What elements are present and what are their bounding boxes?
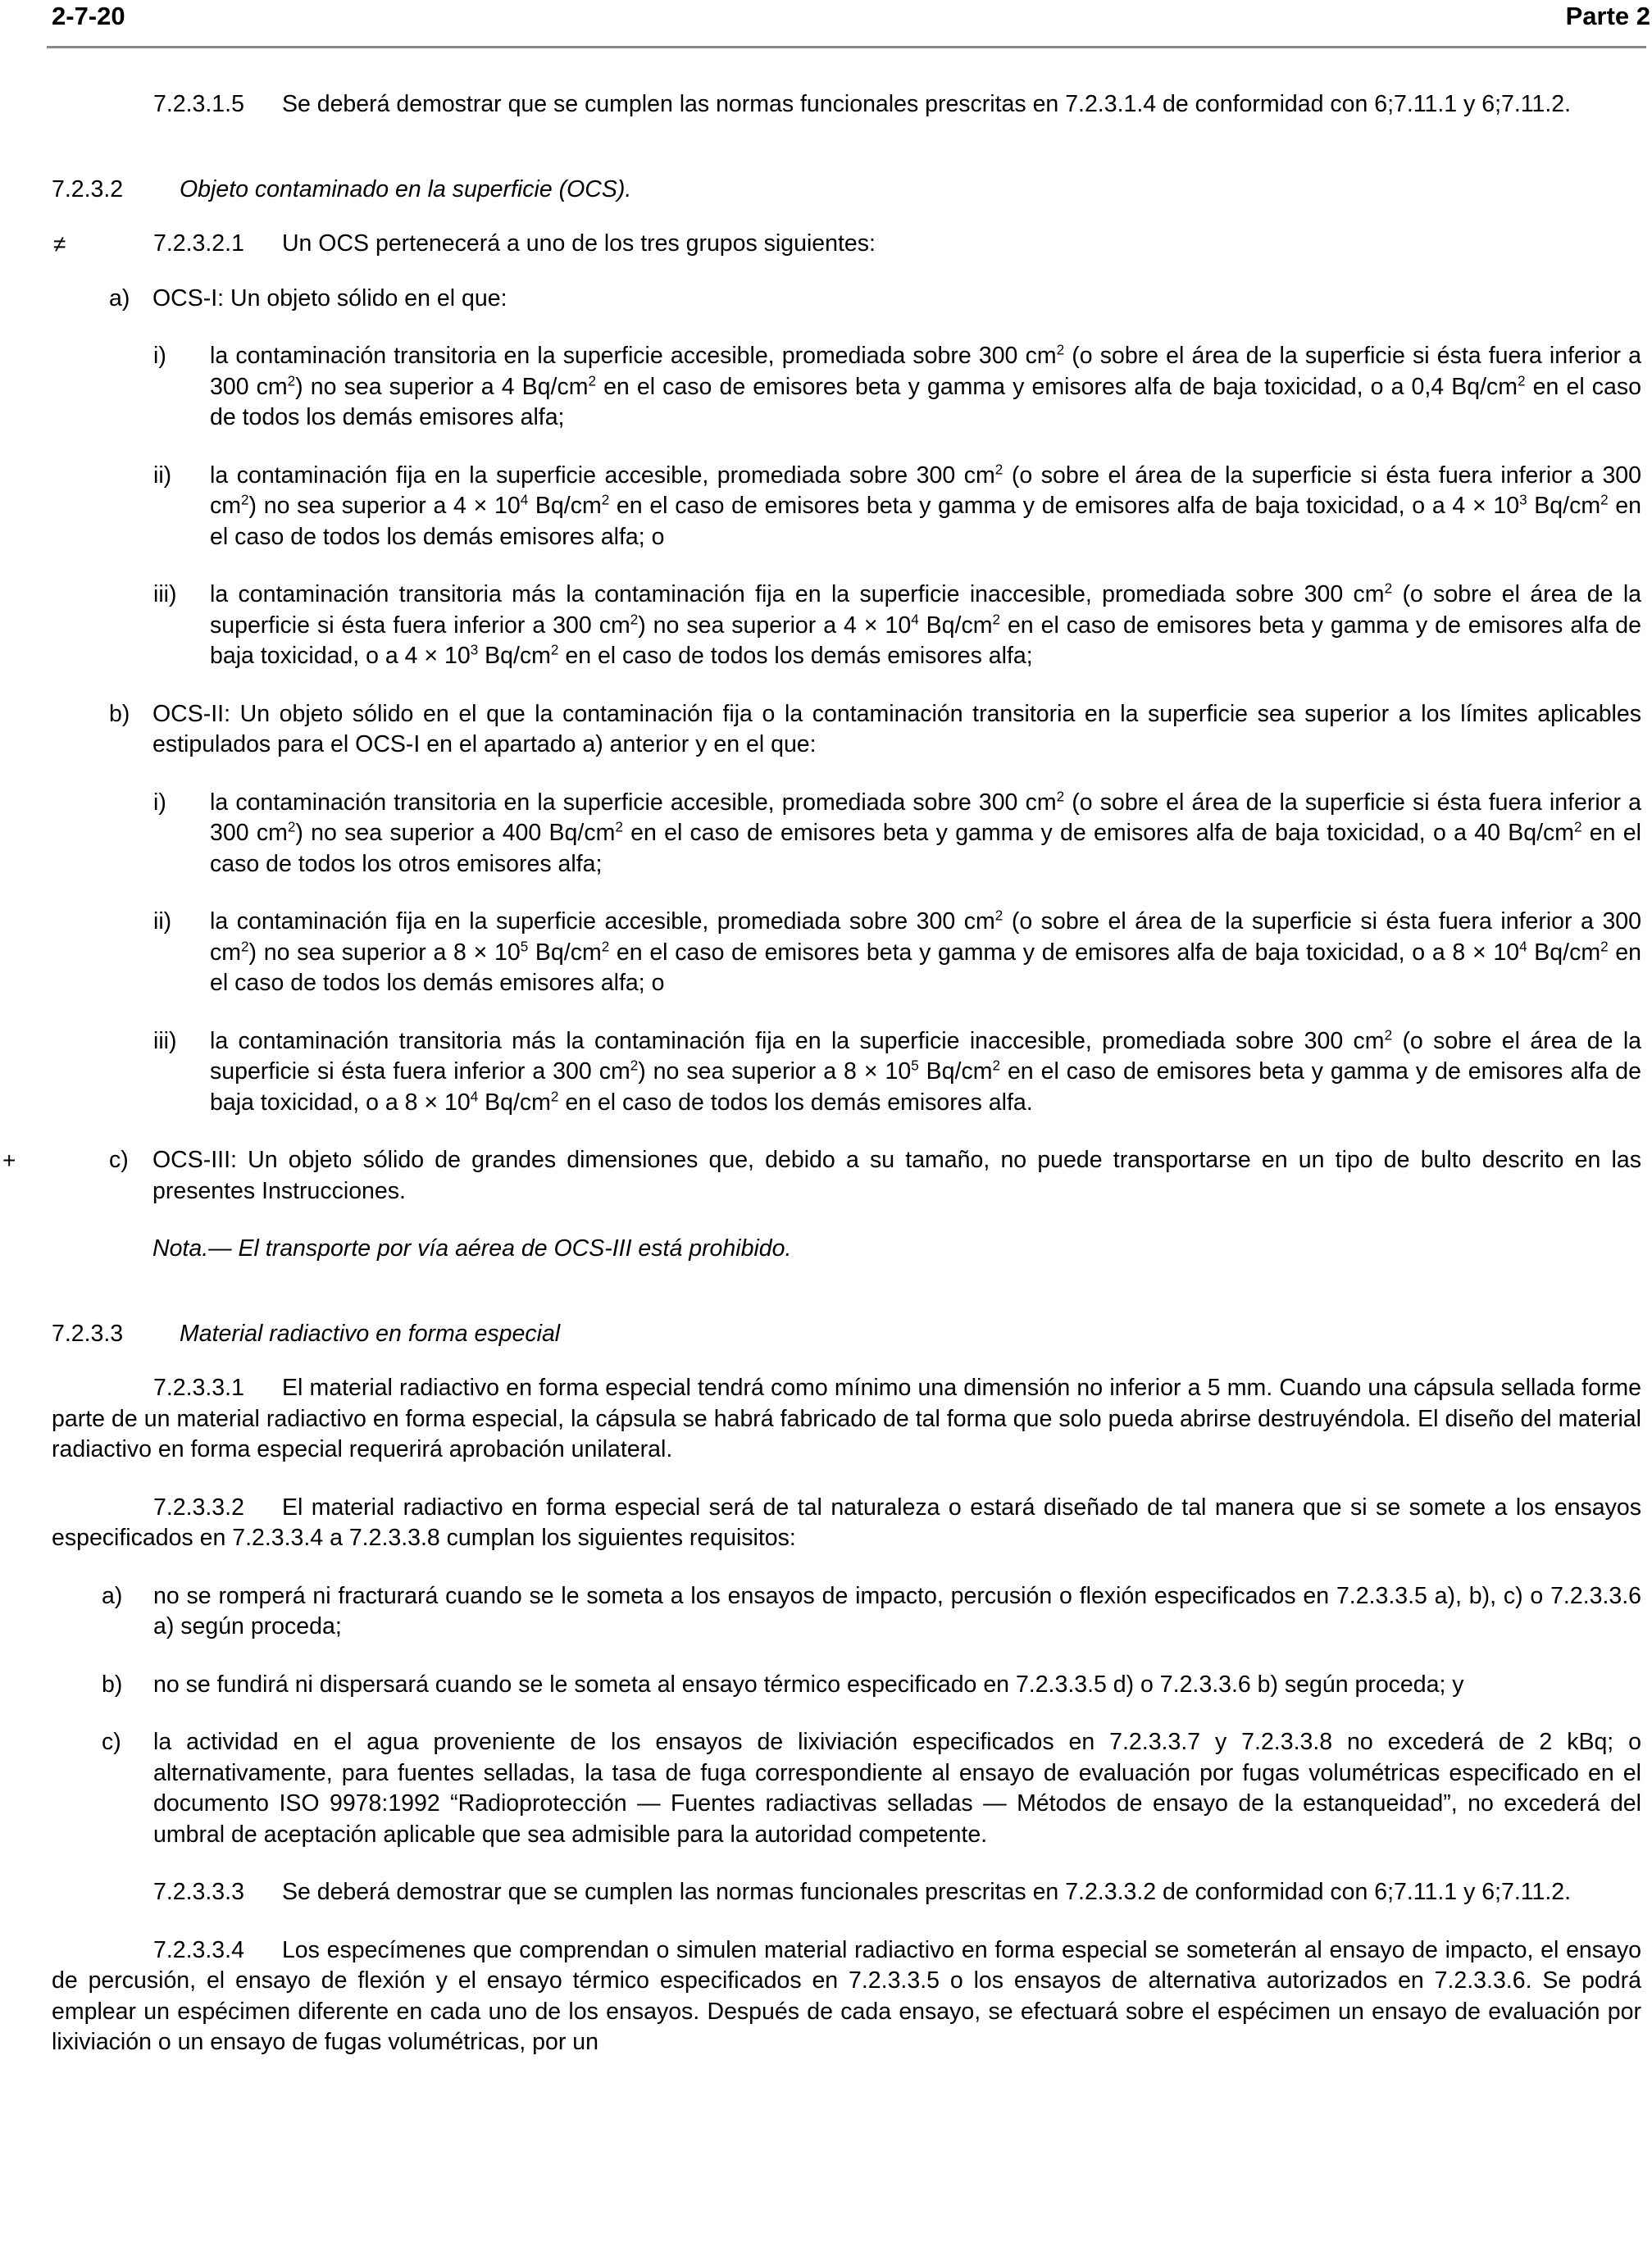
section-title: Objeto contaminado en la superficie (OCS). <box>180 175 632 202</box>
section-title: Material radiactivo en forma especial <box>180 1320 561 1347</box>
paragraph-text: Se deberá demostrar que se cumplen las normas funcionales prescritas en 7.2.3.3.2 de conformidad con 6;7.11.1 y 6;7.11.2. <box>281 1879 1572 1905</box>
superscript: 5 <box>520 939 529 954</box>
superscript: 2 <box>550 1089 559 1104</box>
superscript: 3 <box>1519 492 1527 508</box>
superscript: 2 <box>287 819 296 835</box>
text-run: la contaminación transitoria en la superficie accesible, promediada sobre 300 cm <box>210 343 1057 369</box>
sub-item-ocs-ii-iii <box>52 1026 1641 1119</box>
superscript: 2 <box>601 492 610 508</box>
requirement-b <box>52 1670 1641 1701</box>
paragraph-number: 7.2.3.3.2 <box>153 1494 244 1521</box>
paragraph-number: 7.2.3.2.1 <box>153 230 244 257</box>
list-text: la actividad en el agua proveniente de los ensayos de lixiviación especificados en 7.2.3.3.7 y 7.2.3.3.8 no excederá de 2 kBq; o alternativamente, para fuentes selladas, la tasa de fuga correspondiente al ensayo de evaluación por fugas volumétricas especificado en el documento ISO 9978:1992 “Radioprotección — Fuentes radiactivas selladas — Métodos de ensayo de la estanqueidad”, no excederá del umbral de aceptación aplicable que sea admisible para la autoridad competente. <box>153 1729 1641 1848</box>
text-run: Bq/cm <box>918 612 993 639</box>
paragraph-text: Los especímenes que comprendan o simulen material radiactivo en forma especial se someterán al ensayo de impacto, el ensayo de percusión, el ensayo de flexión y el ensayo térmico especificados en 7.2.3.3.5 o los ensayos de alternativa autorizados en 7.2.3.3.6. Se podrá emplear un espécimen diferente en cada uno de los ensayos. Después de cada ensayo, se efectuará sobre el espécimen un ensayo de evaluación por lixiviación o un ensayo de fugas volumétricas, por un <box>52 1936 1641 2055</box>
sub-item-ocs-i-i <box>52 341 1641 434</box>
list-text: OCS-II: Un objeto sólido en el que la contaminación fija o la contaminación transitoria en la superficie sea superior a los límites aplicables estipulados para el OCS-I en el apartado a) anterior y en el que: <box>152 700 1641 757</box>
sub-item-ocs-i-ii <box>52 461 1641 553</box>
superscript: 2 <box>287 373 296 389</box>
paragraph-text: El material radiactivo en forma especial tendrá como mínimo una dimensión no inferior a 5 mm. Cuando una cápsula sellada forme parte de un material radiactivo en forma especial, la cápsula se habrá fabricado de tal forma que solo pueda abrirse destruyéndola. El diseño del material radiactivo en forma especial requerirá aprobación unilateral. <box>52 1375 1641 1462</box>
paragraph-7-2-3-3-4 <box>52 1935 1641 2058</box>
superscript: 2 <box>1600 939 1609 954</box>
section-number: 7.2.3.2 <box>52 175 124 202</box>
text-run: ) no sea superior a 4 Bq/cm <box>295 373 589 400</box>
list-label: c) <box>102 1729 121 1755</box>
page-number: 2-7-20 <box>52 2 125 30</box>
paragraph-text: Un OCS pertenecerá a uno de los tres grupos siguientes: <box>281 230 876 257</box>
superscript: 2 <box>1574 819 1582 835</box>
text-run: Bq/cm <box>1527 939 1601 966</box>
text-run: la contaminación transitoria en la superficie accesible, promediada sobre 300 cm <box>210 789 1057 816</box>
superscript: 2 <box>630 1057 639 1074</box>
superscript: 2 <box>1056 789 1065 804</box>
superscript: 4 <box>1519 939 1527 954</box>
sub-item-ocs-ii-ii <box>52 907 1641 999</box>
sub-item-label: ii) <box>153 462 172 489</box>
text-run: ) no sea superior a 4 × 10 <box>638 612 912 639</box>
text-run: (o sobre el área de la superficie si ésta fuera inferior a 300 cm <box>210 1027 1642 1085</box>
superscript: 2 <box>1384 580 1393 597</box>
superscript: 4 <box>911 612 919 627</box>
sub-item-label: ii) <box>153 908 172 935</box>
text-run: en el caso de emisores beta y gamma y emisores alfa de baja toxicidad, o a 0,4 Bq/cm <box>595 373 1518 400</box>
text-run: ) no sea superior a 8 × 10 <box>248 939 521 966</box>
amendment-mark-plus: + <box>2 1148 16 1173</box>
text-run: en el caso de emisores beta y gamma y de emisores alfa de baja toxicidad, o a 4 × 10 <box>210 612 1641 669</box>
text-run: Bq/cm <box>478 643 551 669</box>
superscript: 2 <box>994 462 1003 477</box>
requirement-a <box>52 1581 1641 1643</box>
superscript: 2 <box>992 1057 1000 1074</box>
part-label: Parte 2 <box>1565 2 1650 30</box>
text-run: ) no sea superior a 400 Bq/cm <box>295 820 616 846</box>
list-text: no se fundirá ni dispersará cuando se le someta al ensayo térmico especificado en 7.2.3.3.5 d) o 7.2.3.3.6 b) según proceda; y <box>153 1671 1464 1698</box>
superscript: 2 <box>994 907 1003 924</box>
sub-item-label: iii) <box>153 581 177 607</box>
note-ocs-iii: Nota.— El transporte por vía aérea de OCS-III está prohibido. <box>152 1235 792 1262</box>
text-run: en el caso de todos los demás emisores alfa; <box>210 373 1641 430</box>
paragraph-7-2-3-3-3 <box>52 1877 1641 1908</box>
paragraph-7-2-3-3-1 <box>52 1373 1641 1466</box>
text-run: ) no sea superior a 8 × 10 <box>638 1058 912 1085</box>
superscript: 2 <box>601 939 610 954</box>
sub-item-label: i) <box>153 789 166 816</box>
text-run: en el caso de todos los otros emisores alfa; <box>210 820 1641 877</box>
superscript: 4 <box>470 1089 479 1104</box>
sub-item-label: i) <box>153 343 166 369</box>
paragraph-text: Se deberá demostrar que se cumplen las normas funcionales prescritas en 7.2.3.1.4 de conformidad con 6;7.11.1 y 6;7.11.2. <box>281 91 1572 117</box>
list-text: OCS-I: Un objeto sólido en el que: <box>152 284 507 312</box>
list-label: c) <box>109 1147 129 1173</box>
superscript: 2 <box>588 373 596 389</box>
text-run: la contaminación transitoria más la contaminación fija en la superficie inaccesible, promediada sobre 300 cm <box>210 581 1385 607</box>
list-text: no se romperá ni fracturará cuando se le someta a los ensayos de impacto, percusión o flexión especificados en 7.2.3.3.5 a), b), c) o 7.2.3.3.6 a) según proceda; <box>153 1582 1641 1639</box>
text-run: la contaminación fija en la superficie accesible, promediada sobre 300 cm <box>210 908 995 935</box>
text-run: en el caso de todos los demás emisores alfa; o <box>210 493 1641 550</box>
paragraph-7-2-3-3-2 <box>52 1493 1641 1554</box>
text-run: Bq/cm <box>528 493 602 519</box>
sub-item-ocs-i-iii <box>52 580 1641 672</box>
text-run: ) no sea superior a 4 × 10 <box>248 493 521 519</box>
superscript: 2 <box>992 612 1000 627</box>
list-item-ocs-ii <box>52 699 1641 761</box>
text-run: Bq/cm <box>1527 493 1601 519</box>
text-run: en el caso de todos los demás emisores alfa; o <box>210 939 1641 996</box>
text-run: en el caso de todos los demás emisores alfa. <box>558 1089 1033 1116</box>
text-run: en el caso de emisores beta y gamma y de emisores alfa de baja toxicidad, o a 40 Bq/cm <box>622 820 1574 846</box>
requirement-c <box>52 1727 1641 1850</box>
superscript: 2 <box>1384 1027 1393 1043</box>
text-run: Bq/cm <box>528 939 602 966</box>
superscript: 2 <box>241 492 249 508</box>
list-label: b) <box>102 1671 123 1698</box>
section-number: 7.2.3.3 <box>52 1320 124 1347</box>
paragraph-number: 7.2.3.1.5 <box>153 91 244 117</box>
superscript: 2 <box>1518 373 1526 389</box>
sub-item-ocs-ii-i <box>52 788 1641 880</box>
list-label: b) <box>109 700 130 727</box>
superscript: 2 <box>1056 342 1065 358</box>
superscript: 3 <box>470 642 479 658</box>
section-heading-7-2-3-3 <box>52 1319 1641 1350</box>
amendment-mark-not-equal: ≠ <box>53 231 66 257</box>
superscript: 2 <box>615 819 623 835</box>
text-run: (o sobre el área de la superficie si ésta fuera inferior a 300 cm <box>210 343 1641 400</box>
list-label: a) <box>109 284 130 312</box>
paragraph-7-2-3-2-1 <box>52 229 1641 260</box>
text-run: la contaminación transitoria más la contaminación fija en la superficie inaccesible, promediada sobre 300 cm <box>210 1027 1385 1054</box>
section-heading-7-2-3-2 <box>52 175 1641 206</box>
superscript: 2 <box>1600 492 1609 508</box>
text-run: (o sobre el área de la superficie si ésta fuera inferior a 300 cm <box>210 462 1642 519</box>
text-run: (o sobre el área de la superficie si ésta fuera inferior a 300 cm <box>210 908 1642 966</box>
list-item-ocs-iii <box>2 1145 1641 1207</box>
list-text: OCS-III: Un objeto sólido de grandes dimensiones que, debido a su tamaño, no puede transportarse en un tipo de bulto descrito en las presentes Instrucciones. <box>152 1147 1641 1204</box>
sub-item-label: iii) <box>153 1027 177 1054</box>
text-run: Bq/cm <box>478 1089 551 1116</box>
text-run: (o sobre el área de la superficie si ésta fuera inferior a 300 cm <box>210 789 1641 846</box>
list-item-ocs-i <box>52 284 1641 315</box>
list-label: a) <box>102 1582 123 1609</box>
text-run: (o sobre el área de la superficie si ésta fuera inferior a 300 cm <box>210 581 1642 639</box>
superscript: 5 <box>911 1057 919 1074</box>
header-rule <box>47 46 1646 48</box>
paragraph-number: 7.2.3.3.1 <box>153 1375 244 1401</box>
superscript: 2 <box>630 612 639 627</box>
superscript: 2 <box>241 939 249 954</box>
text-run: la contaminación fija en la superficie accesible, promediada sobre 300 cm <box>210 462 995 489</box>
paragraph-text: El material radiactivo en forma especial será de tal naturaleza o estará diseñado de tal manera que si se somete a los ensayos especificados en 7.2.3.3.4 a 7.2.3.3.8 cumplan los siguientes requisitos: <box>52 1494 1641 1551</box>
superscript: 2 <box>550 642 559 658</box>
document-body <box>2 89 1642 2058</box>
paragraph-number: 7.2.3.3.4 <box>153 1936 244 1963</box>
paragraph-7-2-3-1-5 <box>52 89 1641 121</box>
paragraph-number: 7.2.3.3.3 <box>153 1879 244 1905</box>
text-run: en el caso de todos los demás emisores alfa; <box>558 643 1033 669</box>
text-run: en el caso de emisores beta y gamma y de emisores alfa de baja toxicidad, o a 8 × 10 <box>210 1058 1641 1116</box>
text-run: en el caso de emisores beta y gamma y de emisores alfa de baja toxicidad, o a 4 × 10 <box>609 493 1520 519</box>
superscript: 4 <box>520 492 529 508</box>
text-run: en el caso de emisores beta y gamma y de emisores alfa de baja toxicidad, o a 8 × 10 <box>609 939 1520 966</box>
text-run: Bq/cm <box>918 1058 993 1085</box>
